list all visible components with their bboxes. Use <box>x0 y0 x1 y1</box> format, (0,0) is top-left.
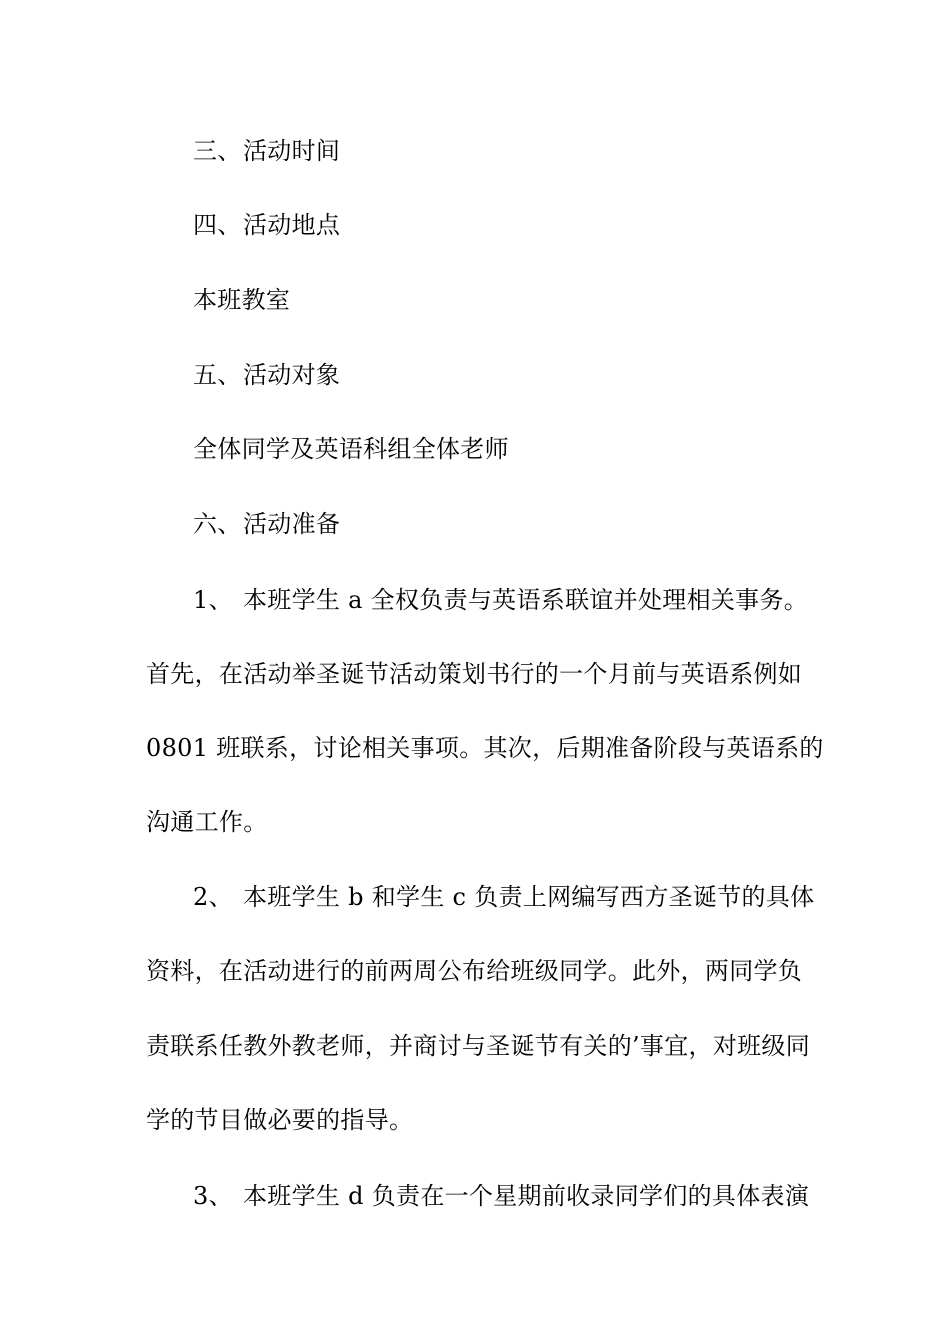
item-2-line-4: 学的节目做必要的指导。 <box>146 1106 414 1134</box>
heading-activity-time <box>193 134 857 168</box>
location-text: 本班教室 <box>193 286 291 314</box>
item-1-line-3: 0801 班联系，讨论相关事项。其次，后期准备阶段与英语系的 <box>146 734 824 762</box>
audience-text: 全体同学及英语科组全体老师 <box>193 435 509 463</box>
item-text: 本班学生 d 负责在一个星期前收录同学们的具体表演 <box>243 1182 810 1210</box>
heading-activity-preparation <box>193 507 857 541</box>
item-1-line-2: 首先，在活动举圣诞节活动策划书行的一个月前与英语系例如 <box>146 660 803 688</box>
item-number: 3、 <box>193 1182 233 1210</box>
item-2-line-2: 资料，在活动进行的前两周公布给班级同学。此外，两同学负 <box>146 957 803 985</box>
heading-text: 活动地点 <box>243 211 341 239</box>
heading-activity-location <box>193 208 857 242</box>
heading-text: 活动时间 <box>243 137 341 165</box>
heading-number: 四、 <box>193 211 242 239</box>
item-1-line-4: 沟通工作。 <box>146 808 268 836</box>
heading-number: 六、 <box>193 510 242 538</box>
item-1-line-1 <box>193 583 857 617</box>
item-3-line-1 <box>193 1179 857 1213</box>
heading-text: 活动对象 <box>243 361 341 389</box>
item-text: 本班学生 b 和学生 c 负责上网编写西方圣诞节的具体 <box>243 883 815 911</box>
item-number: 2、 <box>193 883 233 911</box>
heading-text: 活动准备 <box>243 510 341 538</box>
item-2-line-3: 责联系任教外教老师，并商讨与圣诞节有关的’事宜，对班级同 <box>146 1032 811 1060</box>
item-2-line-1 <box>193 880 857 914</box>
heading-number: 五、 <box>193 361 242 389</box>
item-text: 本班学生 a 全权负责与英语系联谊并处理相关事务。 <box>243 586 809 614</box>
heading-activity-audience <box>193 358 857 392</box>
item-number: 1、 <box>193 586 233 614</box>
heading-number: 三、 <box>193 137 242 165</box>
